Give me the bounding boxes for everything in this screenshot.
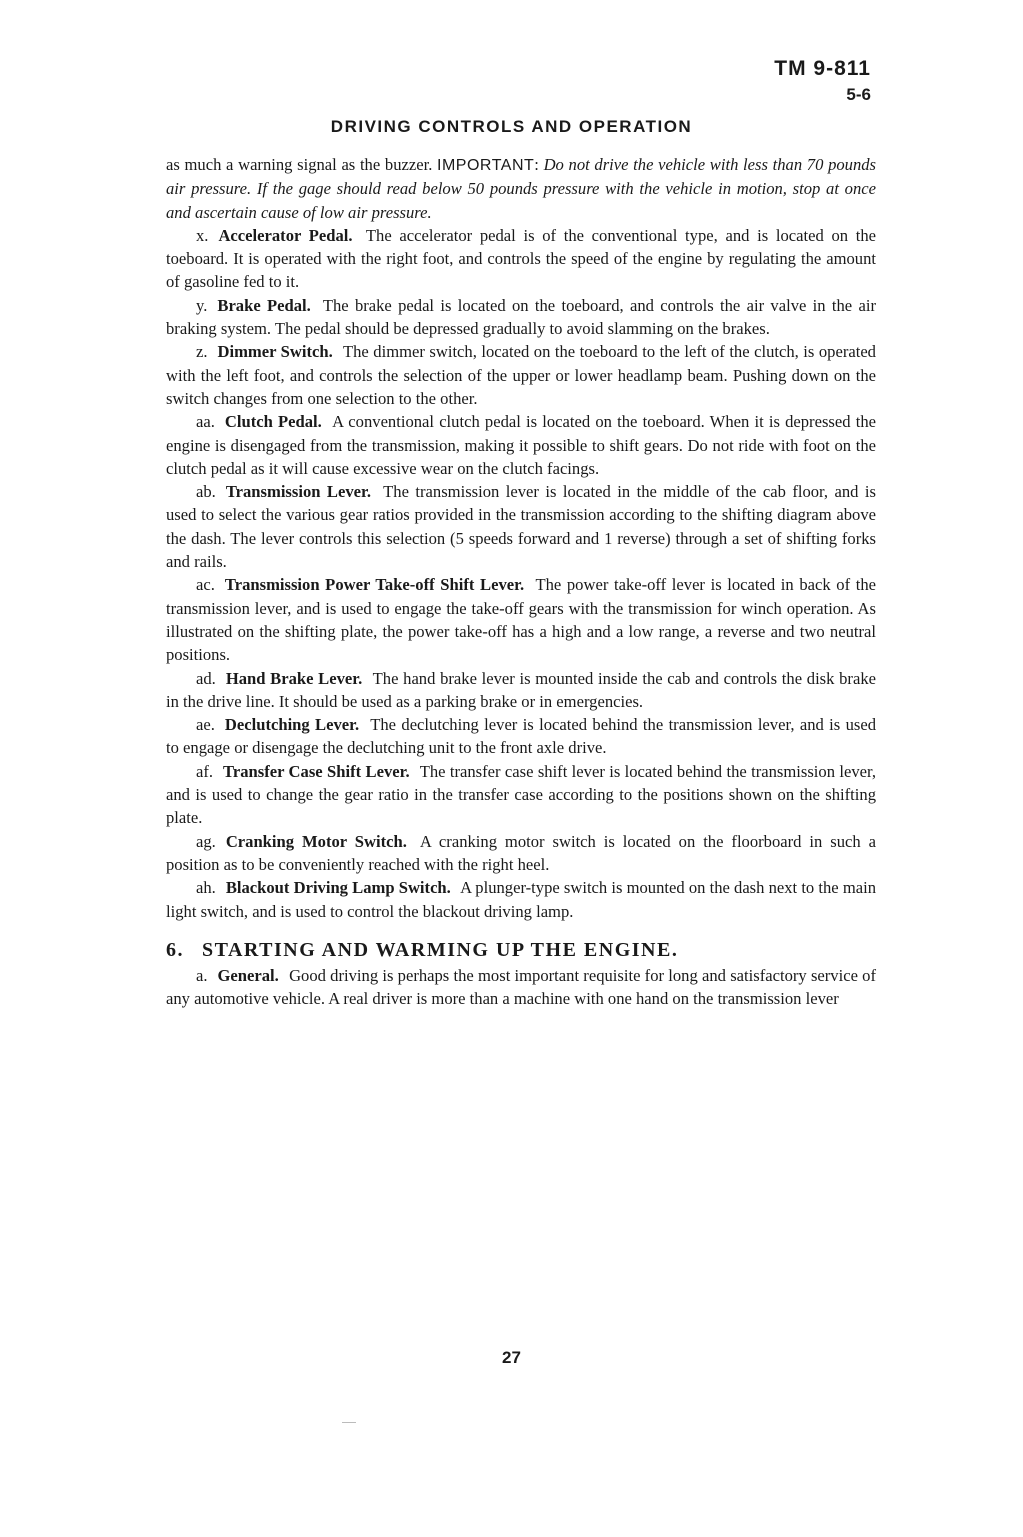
- paragraph-text: The hand brake lever is mounted inside the cab and controls the disk brake in the drive line. It should be used as a parking brake or in emergencies.: [166, 668, 876, 711]
- paragraph-text: The brake pedal is located on the toeboard, and controls the air valve in the air braking system. The pedal should be depressed gradually to avoid slamming on the brakes.: [166, 295, 876, 339]
- paragraph-label: y.: [196, 295, 208, 315]
- paragraph-ad: [166, 667, 876, 714]
- page-header-ref: [774, 56, 871, 108]
- paragraph-title: Cranking Motor Switch.: [225, 831, 407, 851]
- paragraph-ac: [166, 573, 876, 666]
- paragraph-text: A plunger-type switch is mounted on the dash next to the main light switch, and is used to control the blackout driving lamp.: [166, 878, 877, 921]
- paragraph-text: The transfer case shift lever is located behind the transmission lever, and is used to change the gear ratio in the transfer case according to the positions shown on the shifting plate.: [166, 761, 876, 828]
- tm-number: TM 9-811: [774, 57, 871, 80]
- paragraph-title: Hand Brake Lever.: [225, 668, 363, 688]
- paragraph-label: ab.: [196, 482, 216, 502]
- paragraph-x: [166, 224, 876, 294]
- paragraph-title: General.: [217, 965, 279, 985]
- paragraph-title: Transmission Power Take-off Shift Lever.: [224, 575, 525, 595]
- paragraph-text: The transmission lever is located in the middle of the cab floor, and is used to select the various gear ratios provided in the transmission according to the shifting diagram above the dash. The lever controls this selection (5 speeds forward and 1 reverse) through a set of shifting forks and rails.: [166, 482, 876, 572]
- important-note: Do not drive the vehicle with less than 70 pounds air pressure. If the gage should read below 50 pounds pressure with the vehicle in motion, stop at once and ascertain cause of low air pressure.: [166, 155, 877, 222]
- section-heading: [166, 937, 876, 963]
- paragraph-title: Dimmer Switch.: [217, 342, 333, 362]
- paragraph-text: The declutching lever is located behind the transmission lever, and is used to engage or disengage the declutching unit to the front axle drive.: [166, 715, 877, 758]
- paragraph-title: Transmission Lever.: [225, 482, 372, 502]
- paragraph-z: [166, 340, 876, 410]
- paragraph-label: x.: [196, 225, 209, 245]
- paragraph-6a: [166, 964, 876, 1011]
- paragraph-ah: [166, 876, 876, 923]
- paragraph-text: Good driving is perhaps the most important requisite for long and satisfactory service of any automotive vehicle. A real driver is more than a machine with one hand on the transmission lever: [166, 965, 876, 1009]
- paragraph-text: A conventional clutch pedal is located on the toeboard. When it is depressed the engine is disengaged from the transmission, making it possible to shift gears. Do not ride with foot on the clutch pedal as it will cause excessive wear on the clutch facings.: [166, 412, 876, 478]
- paragraph-title: Blackout Driving Lamp Switch.: [225, 878, 451, 898]
- paragraph-ae: [166, 713, 876, 760]
- scan-mark: [342, 1422, 356, 1423]
- important-label: IMPORTANT: [437, 157, 535, 174]
- paragraph-af: [166, 760, 876, 830]
- paragraph-title: Transfer Case Shift Lever.: [223, 761, 410, 781]
- paragraph-text: A cranking motor switch is located on the floorboard in such a position as to be conveniently reached with the right heel.: [166, 831, 876, 874]
- paragraph-label: ad.: [196, 668, 216, 688]
- paragraph-label: z.: [196, 342, 208, 362]
- paragraph-title: Clutch Pedal.: [224, 412, 322, 432]
- intro-text: as much a warning signal as the buzzer.: [166, 155, 438, 174]
- paragraph-label: ag.: [196, 831, 216, 851]
- paragraph-label: ac.: [196, 575, 215, 595]
- section-reference: 5-6: [846, 85, 871, 104]
- running-head: DRIVING CONTROLS AND OPERATION: [330, 117, 693, 136]
- intro-paragraph: [166, 153, 876, 224]
- paragraph-text: The accelerator pedal is of the conventional type, and is located on the toeboard. It is operated with the right foot, and controls the speed of the engine by regulating the amount of gasoline fed to it.: [166, 225, 876, 292]
- paragraph-title: Accelerator Pedal.: [218, 225, 353, 245]
- paragraph-title: Declutching Lever.: [224, 715, 360, 735]
- paragraph-y: [166, 294, 876, 341]
- paragraph-label: a.: [196, 965, 208, 985]
- paragraph-label: aa.: [196, 412, 215, 432]
- body-text: [166, 153, 876, 1010]
- paragraph-text: The power take-off lever is located in back of the transmission lever, and is used to engage the take-off gears with the transmission for winch operation. As illustrated on the shifting plate, the power take-off has a high and a low range, a reverse and two neutral positions.: [166, 575, 877, 665]
- paragraph-label: ae.: [196, 715, 215, 735]
- page-number: 27: [502, 1348, 521, 1367]
- paragraph-ag: [166, 830, 876, 877]
- paragraph-aa: [166, 410, 876, 480]
- section-title: STARTING AND WARMING UP THE ENGINE.: [202, 938, 679, 961]
- intro-colon: :: [534, 155, 544, 174]
- paragraph-ab: [166, 480, 876, 573]
- paragraph-label: ah.: [196, 878, 216, 898]
- paragraph-label: af.: [196, 761, 214, 781]
- section-number: 6.: [166, 938, 184, 961]
- paragraph-text: The dimmer switch, located on the toeboard to the left of the clutch, is operated with the left foot, and controls the selection of the upper or lower headlamp beam. Pushing down on the switch changes from one selection to the other.: [166, 342, 876, 408]
- paragraph-title: Brake Pedal.: [217, 295, 311, 315]
